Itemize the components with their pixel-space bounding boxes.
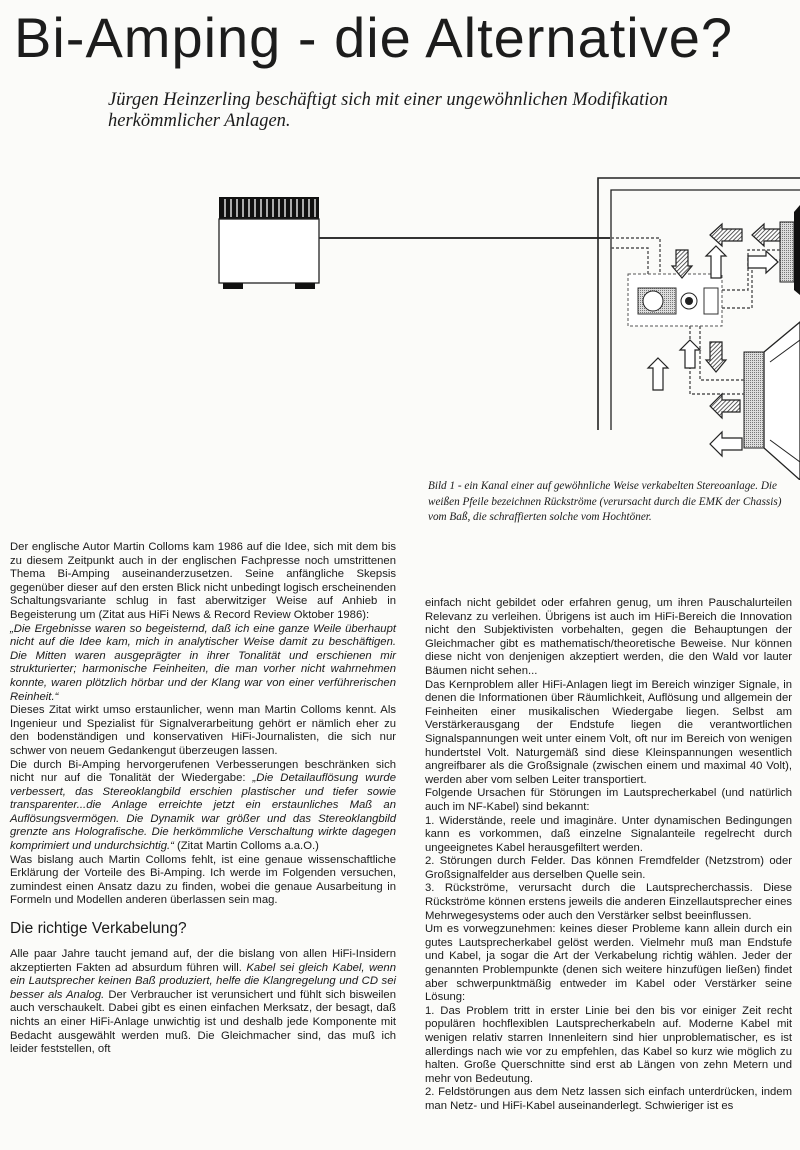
list-item: 3. Rückströme, verursacht durch die Lautsprecherchassis. Diese Rückströme können erstens jeweils die anderen Einzellautsprecher eines Mehrwegesystems oder auch den Verstärker selbst beeinflussen. [425, 882, 792, 922]
paragraph: einfach nicht gebildet oder erfahren genug, um ihren Pauschalurteilen Relevanz zu verleihen. Übrigens ist auch im HiFi-Bereich die Innovation nicht den Subjektivisten vorbehalten, gegen die Behauptungen der Gleichmacher gibt es mathematisch/theoretische Beweise. Nur können diese nicht von denjenigen akzeptiert werden, die den Wald vor lauter Bäumen nicht sehen... [425, 597, 792, 677]
list-item: 2. Feldstörungen aus dem Netz lassen sich einfach unterdrücken, indem man Netz- und HiFi-Kabel auseinanderlegt. Schwieriger ist es [425, 1086, 792, 1112]
text-column-left [10, 541, 396, 1057]
paragraph: Das Kernproblem aller HiFi-Anlagen liegt im Bereich winziger Signale, in denen die Informationen über Räumlichkeit, Auflösung und allgemein der Feinheiten einer musikalischen Wiedergabe liegen. Selbst am Verstärkerausgang der Endstufe liegen die verantwortlichen Signalspannungen weit unter einem Volt, oft nur im Bereich von wenigen hundertstel Volt. Naturgemäß sind diese Kleinspannungen wesentlich angreifbarer als die Großsignale (zwischen einem und maximal 40 Volt), werden aber vom selben Leiter transportiert. [425, 678, 792, 786]
article-title: Bi-Amping - die Alternative? [14, 6, 734, 69]
text-span: Alle paar Jahre taucht jemand auf, der die bislang von allen HiFi-Insidern akzeptierten Fakten ad absurdum führen will. [10, 948, 396, 974]
list-item: 2. Störungen durch Felder. Das können Fremdfelder (Netzstrom) oder Großsignalfelder aus derselben Quelle sein. [425, 855, 792, 881]
paragraph [10, 759, 396, 854]
paragraph: Um es vorwegzunehmen: keines dieser Probleme kann allein durch ein gutes Lautsprecherkabel gelöst werden. Vielmehr muß man Endstufe und Kabel, ja sogar die Art der Verkabelung richtig wählen. Jeder der genannten Problempunkte (denen sich weitere hinzufügen ließen) findet aber schwerpunktmäßig entweder im Kabel oder Verstärker seine Lösung: [425, 923, 792, 1004]
paragraph: Der englische Autor Martin Colloms kam 1986 auf die Idee, sich mit dem bis zu diesem Zeitpunkt auch in der englischen Fachpresse noch umstrittenen Thema Bi-Amping auseinanderzusetzen. Seine anfängliche Skepsis gegenüber dieser auf den ersten Blick nicht unbedingt logisch erscheinenden Schaltungsvariante schlug in fast aberwitziger Weise auf Anhieb in Begeisterung um (Zitat aus HiFi News & Record Review Oktober 1986): [10, 541, 396, 621]
wiring-diagram [0, 150, 800, 480]
quote: „Die Ergebnisse waren so begeisternd, daß ich eine ganze Weile überhaupt nicht auf die Idee kam, mich in analytischer Weise damit zu beschäftigen. Die Mitten waren ausgeprägter in ihrer Tonalität und erschienen mir strukturierter; harmonische Feinheiten, die man vorher nicht wahrnehmen konnte, waren plötzlich hörbar und der Klang war von einer verführerischen Reinheit.“ [10, 622, 396, 703]
paragraph [10, 948, 396, 1057]
amplifier-illustration [219, 197, 319, 289]
list-item: 1. Widerstände, reele und imaginäre. Unter dynamischen Bedingungen kann es vorkommen, daß einzelne Signalanteile regelrecht durch ungeeignetes Kabel herausgefiltert werden. [425, 814, 792, 854]
figure-caption: Bild 1 - ein Kanal einer auf gewöhnliche Weise verkabelten Stereoanlage. Die weißen Pfeile bezeichnen Rückströme (verursacht durch die EMK der Chassis) vom Baß, die schraffierten solche vom Hochtöner. [428, 480, 782, 524]
list-item: 1. Das Problem tritt in erster Linie bei den bis vor einiger Zeit recht populären hochflexiblen Lautsprecherkabeln auf. Moderne Kabel mit wenigen relativ starren Innenleitern sind hier unproblematischer, es ist allerdings nach wie vor zu empfehlen, das Kabel so kurz wie möglich zu halten. Große Querschnitte sind erst ab Längen von zehn Metern und mehr von Bedeutung. [425, 1004, 792, 1085]
article-subtitle: Jürgen Heinzerling beschäftigt sich mit einer ungewöhnlichen Modifikation herkömmlicher Anlagen. [108, 90, 668, 131]
loudspeaker-illustration [598, 178, 800, 480]
quote-span: „Die Detailauflösung wurde verbessert, das Stereoklangbild erschien plastischer und tiefer sowie transparenter...die Anlage erreichte jetzt ein erstaunliches Maß an Auflösungsvermögen. Die Dynamik war größer und das Stereoklangbild grenzte ans Holografische. Die herkömmliche Verschaltung wirkte dagegen komprimiert und undurchsichtig.“ [10, 772, 396, 853]
text-span: Der Verbraucher ist verunsichert und fühlt sich bisweilen auch verschaukelt. Dabei gibt es einen einfachen Merksatz, der besagt, daß nichts an einer HiFi-Anlage unwichtig ist und deshalb jede Komponente mit Bedacht ausgewählt werden muß. Die Gleichmacher sind, das muß ich leider feststellen, oft [10, 988, 396, 1056]
paragraph: Folgende Ursachen für Störungen im Lautsprecherkabel (und natürlich auch im NF-Kabel) sind bekannt: [425, 787, 792, 813]
text-span: Die durch Bi-Amping hervorgerufenen Verbesserungen beschränken sich nicht nur auf die Tonalität der Wiedergabe: [10, 758, 396, 785]
quote-span: Kabel sei gleich Kabel, wenn ein Lautsprecher keinen Baß produziert, helfe die Klangregelung und CD sei besser als Analog. [10, 961, 396, 1001]
paragraph: Was bislang auch Martin Colloms fehlt, ist eine genaue wissenschaftliche Erklärung der Vorteile des Bi-Amping. Ich werde im Folgenden versuchen, zumindest einen Ansatz dazu zu finden, wobei die genaue Ausarbeitung in Formeln und Modellen anderen überlassen sein mag. [10, 853, 396, 907]
text-span: (Zitat Martin Colloms a.a.O.) [173, 840, 319, 853]
text-column-right [425, 597, 792, 1114]
section-heading: Die richtige Verkabelung? [10, 920, 187, 938]
paragraph: Dieses Zitat wirkt umso erstaunlicher, wenn man Martin Colloms kennt. Als Ingenieur und Spezialist für Signalverarbeitung gehört er nämlich eher zu den bodenständigen und konservativen HiFi-Journalisten, die sich nur schwer von neuem Gedankengut überzeugen lassen. [10, 704, 396, 757]
